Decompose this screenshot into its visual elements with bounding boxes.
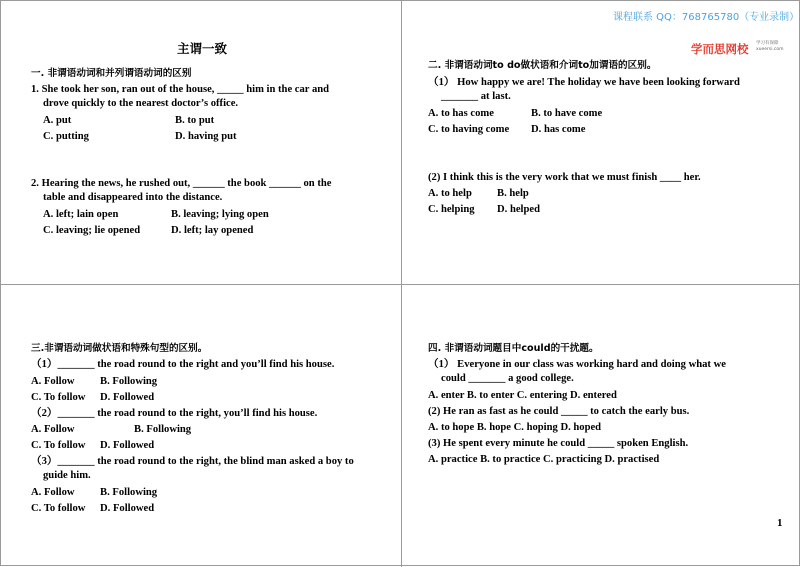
q1-item2-line2: table and disappeared into the distance. [43, 192, 223, 203]
q1-item1-option-b: B. to put [175, 115, 215, 126]
q1-item2-option-a: A. left; lain open [43, 209, 119, 220]
q3-item2-option-a: A. Follow [31, 424, 75, 435]
brand-sub-line-2: xueersi.com [756, 47, 784, 52]
q4-item1-line2: could _______ a good college. [441, 373, 574, 384]
q1-item2-option-d: D. left; lay opened [171, 225, 254, 236]
q4-item2-options: A. to hope B. hope C. hoping D. hoped [428, 422, 602, 433]
q2-item2-option-b: B. help [497, 188, 529, 199]
q3-item1-option-c: C. To follow [31, 392, 86, 403]
page-number: 1 [777, 517, 783, 529]
q4-item2-line1: (2) He ran as fast as he could _____ to catch the early bus. [428, 406, 690, 417]
page-title: 主谓一致 [177, 41, 228, 56]
q2-item1-option-b: B. to have come [531, 108, 603, 119]
section-1-heading: 一. 非谓语动词和并列谓语动词的区别 [31, 68, 192, 79]
q3-item3-option-c: C. To follow [31, 503, 86, 514]
q3-item2-option-d: D. Followed [100, 440, 155, 451]
q2-item1-line2: _______ at last. [441, 91, 511, 102]
q2-item2-option-a: A. to help [428, 188, 472, 199]
q2-item1-option-c: C. to having come [428, 124, 510, 135]
q2-item2-line1: (2) I think this is the very work that we must finish ____ her. [428, 172, 701, 183]
horizontal-divider [1, 284, 800, 285]
q3-item3-option-d: D. Followed [100, 503, 155, 514]
q4-item3-options: A. practice B. to practice C. practicing D. practised [428, 454, 660, 465]
q3-item2-option-c: C. To follow [31, 440, 86, 451]
q1-item1-option-a: A. put [43, 115, 72, 126]
q1-item1-option-d: D. having put [175, 131, 237, 142]
q3-item1-option-b: B. Following [100, 376, 158, 387]
q3-item3-option-b: B. Following [100, 487, 158, 498]
section-3-heading: 三.非谓语动词做状语和特殊句型的区别。 [31, 343, 208, 354]
q3-item3-option-a: A. Follow [31, 487, 75, 498]
q1-item1-line1: 1. She took her son, ran out of the house, _____ him in the car and [31, 84, 330, 95]
q3-item2-option-b: B. Following [134, 424, 192, 435]
section-4-heading: 四. 非谓语动词题目中could的干扰题。 [428, 343, 599, 354]
q3-item1-option-d: D. Followed [100, 392, 155, 403]
brand-logo: 学而思网校 [691, 42, 749, 56]
q2-item2-option-d: D. helped [497, 204, 540, 215]
q4-item3-line1: (3) He spent every minute he could _____ spoken English. [428, 438, 689, 449]
q2-item1-line1: （1） How happy we are! The holiday we have been looking forward [428, 77, 740, 88]
section-2-heading: 二. 非谓语动词to do做状语和介词to加谓语的区别。 [428, 60, 657, 71]
q1-item1-option-c: C. putting [43, 131, 89, 142]
q3-item3-line2: guide him. [43, 470, 91, 481]
q1-item2-option-b: B. leaving; lying open [171, 209, 269, 220]
brand-sub-line-1: 学习有保障 [756, 41, 779, 46]
contact-info[interactable]: 课程联系 QQ：768765780（专业录制） [613, 12, 800, 23]
q3-item1-line1: （1）_______ the road round to the right and you’ll find his house. [31, 359, 335, 370]
q3-item1-option-a: A. Follow [31, 376, 75, 387]
q2-item2-option-c: C. helping [428, 204, 475, 215]
q3-item3-line1: （3）_______ the road round to the right, the blind man asked a boy to [31, 456, 354, 467]
q1-item1-line2: drove quickly to the nearest doctor’s office. [43, 98, 239, 109]
q2-item1-option-d: D. has come [531, 124, 586, 135]
q1-item2-line1: 2. Hearing the news, he rushed out, ______ the book ______ on the [31, 178, 332, 189]
q3-item2-line1: （2）_______ the road round to the right, you’ll find his house. [31, 408, 318, 419]
brand-subtitle [756, 41, 784, 53]
q2-item1-option-a: A. to has come [428, 108, 494, 119]
q4-item1-options: A. enter B. to enter C. entering D. entered [428, 390, 617, 401]
q4-item1-line1: （1） Everyone in our class was working hard and doing what we [428, 359, 726, 370]
q1-item2-option-c: C. leaving; lie opened [43, 225, 141, 236]
